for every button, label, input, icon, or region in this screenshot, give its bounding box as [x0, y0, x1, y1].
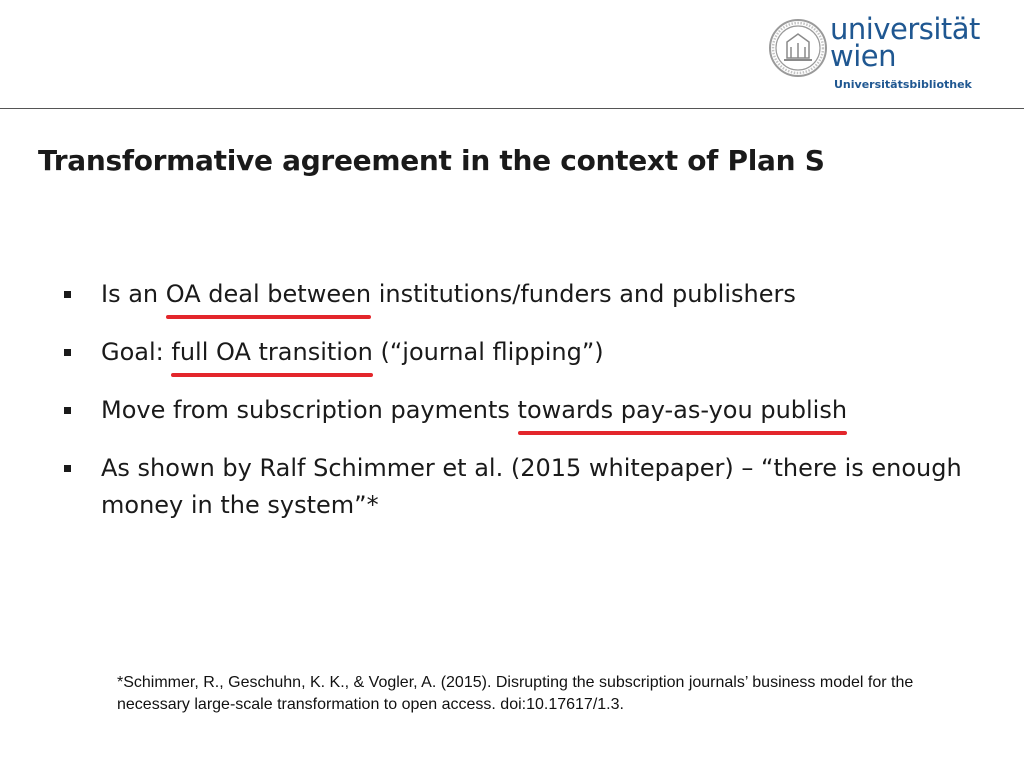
- bullet-square-icon: [64, 291, 71, 298]
- bullet-text: Move from subscription payments: [101, 396, 518, 424]
- bullet-text: institutions/funders and publishers: [371, 280, 796, 308]
- logo-wordmark-line: universität: [830, 12, 980, 46]
- header-divider: [0, 108, 1024, 109]
- university-logo: [768, 12, 983, 96]
- bullet-list: [64, 276, 984, 545]
- bullet-text: As shown by Ralf Schimmer et al. (2015 whitepaper) – “there is enough money in the system”*: [101, 454, 962, 519]
- logo-wordmark-line: wien: [830, 39, 896, 73]
- logo-wordmark: [830, 12, 980, 73]
- logo-subtitle: Universitätsbibliothek: [834, 78, 972, 91]
- bullet-square-icon: [64, 465, 71, 472]
- bullet-text: Is an: [101, 280, 166, 308]
- highlighted-phrase: towards pay-as-you publish: [518, 392, 848, 429]
- slide-title: Transformative agreement in the context of Plan S: [38, 144, 825, 177]
- bullet-text: (“journal flipping”): [372, 338, 604, 366]
- bullet-text: Goal:: [101, 338, 172, 366]
- bullet-item: [64, 334, 984, 371]
- highlighted-phrase: full OA transition: [171, 334, 372, 371]
- bullet-item: [64, 450, 984, 524]
- bullet-item: [64, 276, 984, 313]
- bullet-item: [64, 392, 984, 429]
- university-seal-icon: [768, 18, 828, 78]
- bullet-square-icon: [64, 407, 71, 414]
- highlighted-phrase: OA deal between: [166, 276, 371, 313]
- bullet-square-icon: [64, 349, 71, 356]
- footnote-citation: *Schimmer, R., Geschuhn, K. K., & Vogler, A. (2015). Disrupting the subscription journals’ business model for the necessary large-scale transformation to open access. doi:10.17617/1.3.: [117, 674, 914, 713]
